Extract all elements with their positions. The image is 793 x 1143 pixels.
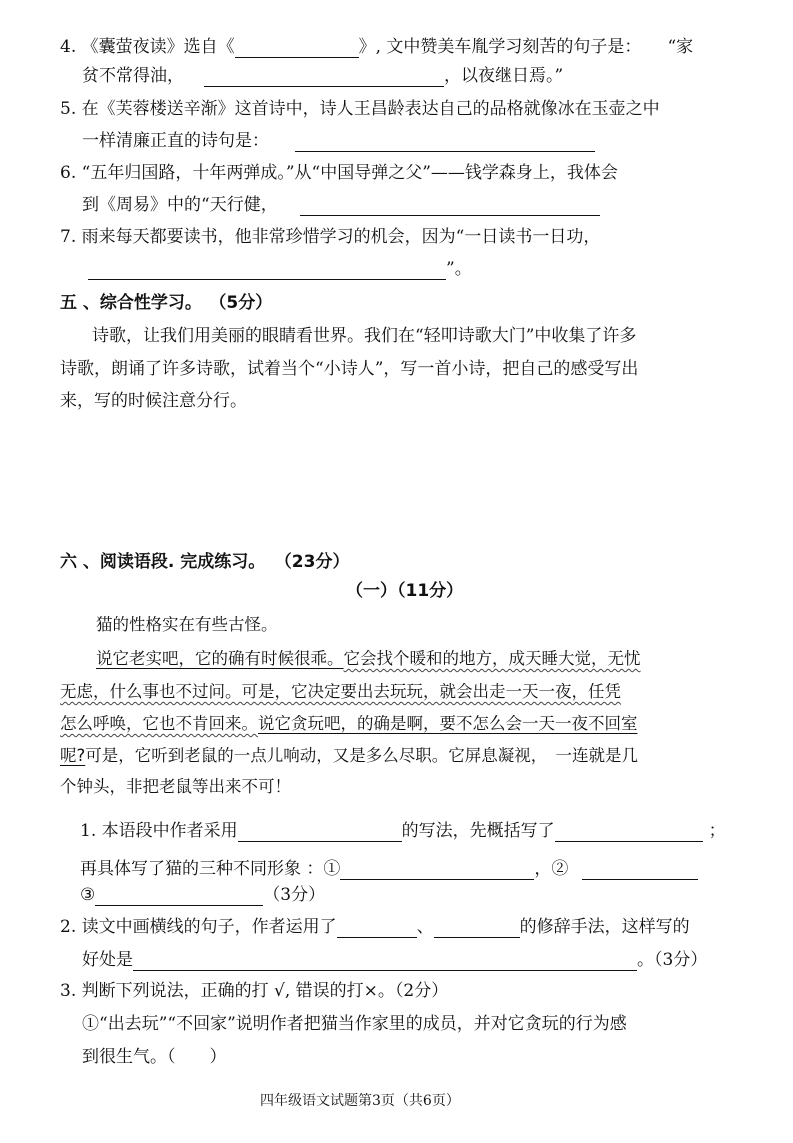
- underlined-sentence: 说它贪玩吧，的确是啊，要不怎么会一天一夜不回室: [258, 714, 638, 733]
- question-4-line-2: 贫不常得油， ，以夜继日焉。”: [82, 66, 564, 86]
- passage-line-4: [60, 713, 638, 735]
- answer-blank[interactable]: [95, 887, 263, 906]
- question-6-line-1: 6. “五年归国路，十年两弹成。”从“中国导弹之父”——钱学森身上，我体会: [60, 163, 618, 183]
- exercise-3-line-1: 3. 判断下列说法，正确的打 √, 错误的打×。（2分）: [60, 981, 449, 1001]
- exercise-3-line-3: 到很生气。（ ）: [82, 1047, 227, 1067]
- exercise-2-line-1: 2. 读文中画横线的句子，作者运用了 、 的修辞手法，这样写的: [60, 917, 690, 937]
- wavy-underlined-text: 无虑，什么事也不过问。可是，它决定要出去玩玩，就会出走一天一夜，任凭: [60, 682, 621, 701]
- answer-blank[interactable]: [238, 823, 402, 842]
- section-5-heading: 五 、综合性学习。 （5分）: [60, 293, 273, 313]
- section-5-text-3: 来，写的时候注意分行。: [60, 391, 247, 411]
- passage-line-1: 猫的性格实在有些古怪。: [96, 615, 278, 634]
- exercise-1-line-1: 1. 本语段中作者采用 的写法，先概括写了 ；: [80, 821, 726, 841]
- exercise-2-line-2: 好处是 。（3分）: [82, 950, 708, 970]
- passage-line-2: [96, 648, 641, 670]
- answer-blank[interactable]: [337, 919, 417, 938]
- exercise-3-line-2: ①“出去玩”“不回家”说明作者把猫当作家里的成员，并对它贪玩的行为感: [82, 1014, 627, 1034]
- passage-line-3: [60, 681, 621, 703]
- section-6-heading: 六 、阅读语段. 完成练习。 （23分）: [60, 552, 350, 572]
- answer-blank[interactable]: [300, 197, 600, 216]
- section-5-text-1: 诗歌，让我们用美丽的眼睛看世界。我们在“轻叩诗歌大门”中收集了许多: [92, 326, 637, 346]
- answer-blank[interactable]: [295, 133, 595, 152]
- answer-blank[interactable]: [88, 261, 446, 280]
- wavy-underlined-text: 怎么呼唤，它也不肯回来。: [60, 714, 258, 733]
- exercise-1-line-2: 再具体写了猫的三种不同形象 ：① ，②: [80, 858, 698, 880]
- question-7-line-1: 7. 雨来每天都要读书，他非常珍惜学习的机会，因为“一日读书一日功，: [60, 227, 601, 247]
- answer-blank[interactable]: [235, 39, 359, 58]
- underlined-sentence: 呢?: [60, 746, 86, 765]
- question-5-line-1: 5. 在《芙蓉楼送辛渐》这首诗中，诗人王昌龄表达自己的品格就像冰在玉壶之中: [60, 99, 660, 119]
- answer-blank[interactable]: [582, 861, 698, 880]
- question-5-line-2: 一样清廉正直的诗句是：: [82, 130, 595, 152]
- answer-blank[interactable]: [204, 68, 444, 87]
- answer-blank[interactable]: [133, 952, 637, 971]
- answer-blank[interactable]: [555, 823, 703, 842]
- answer-blank[interactable]: [340, 861, 534, 880]
- question-4-line-1: 4. 《囊萤夜读》选自《 》, 文中赞美车胤学习刻苦的句子是： “家: [60, 37, 694, 57]
- subsection-title: （一）（11分）: [346, 581, 464, 601]
- underlined-sentence: 说它老实吧，它的确有时候很乖。: [96, 649, 344, 668]
- exercise-1-line-3: ③ （3分）: [80, 885, 326, 905]
- answer-blank[interactable]: [434, 919, 520, 938]
- wavy-underlined-text: 它会找个暖和的地方，成天睡大觉，无忧: [343, 649, 641, 668]
- question-6-line-2: 到《周易》中的“天行健，: [82, 194, 600, 216]
- passage-line-5: 呢?可是，它听到老鼠的一点儿响动，又是多么尽职。它屏息凝视， 一连就是几: [60, 746, 639, 765]
- question-7-line-2: ”。: [88, 258, 472, 280]
- page-footer: 四年级语文试题第3页（共6页）: [260, 1093, 460, 1109]
- passage-line-6: 个钟头，非把老鼠等出来不可！: [60, 777, 291, 796]
- section-5-text-2: 诗歌，朗诵了许多诗歌，试着当个“小诗人”，写一首小诗，把自己的感受写出: [60, 359, 639, 379]
